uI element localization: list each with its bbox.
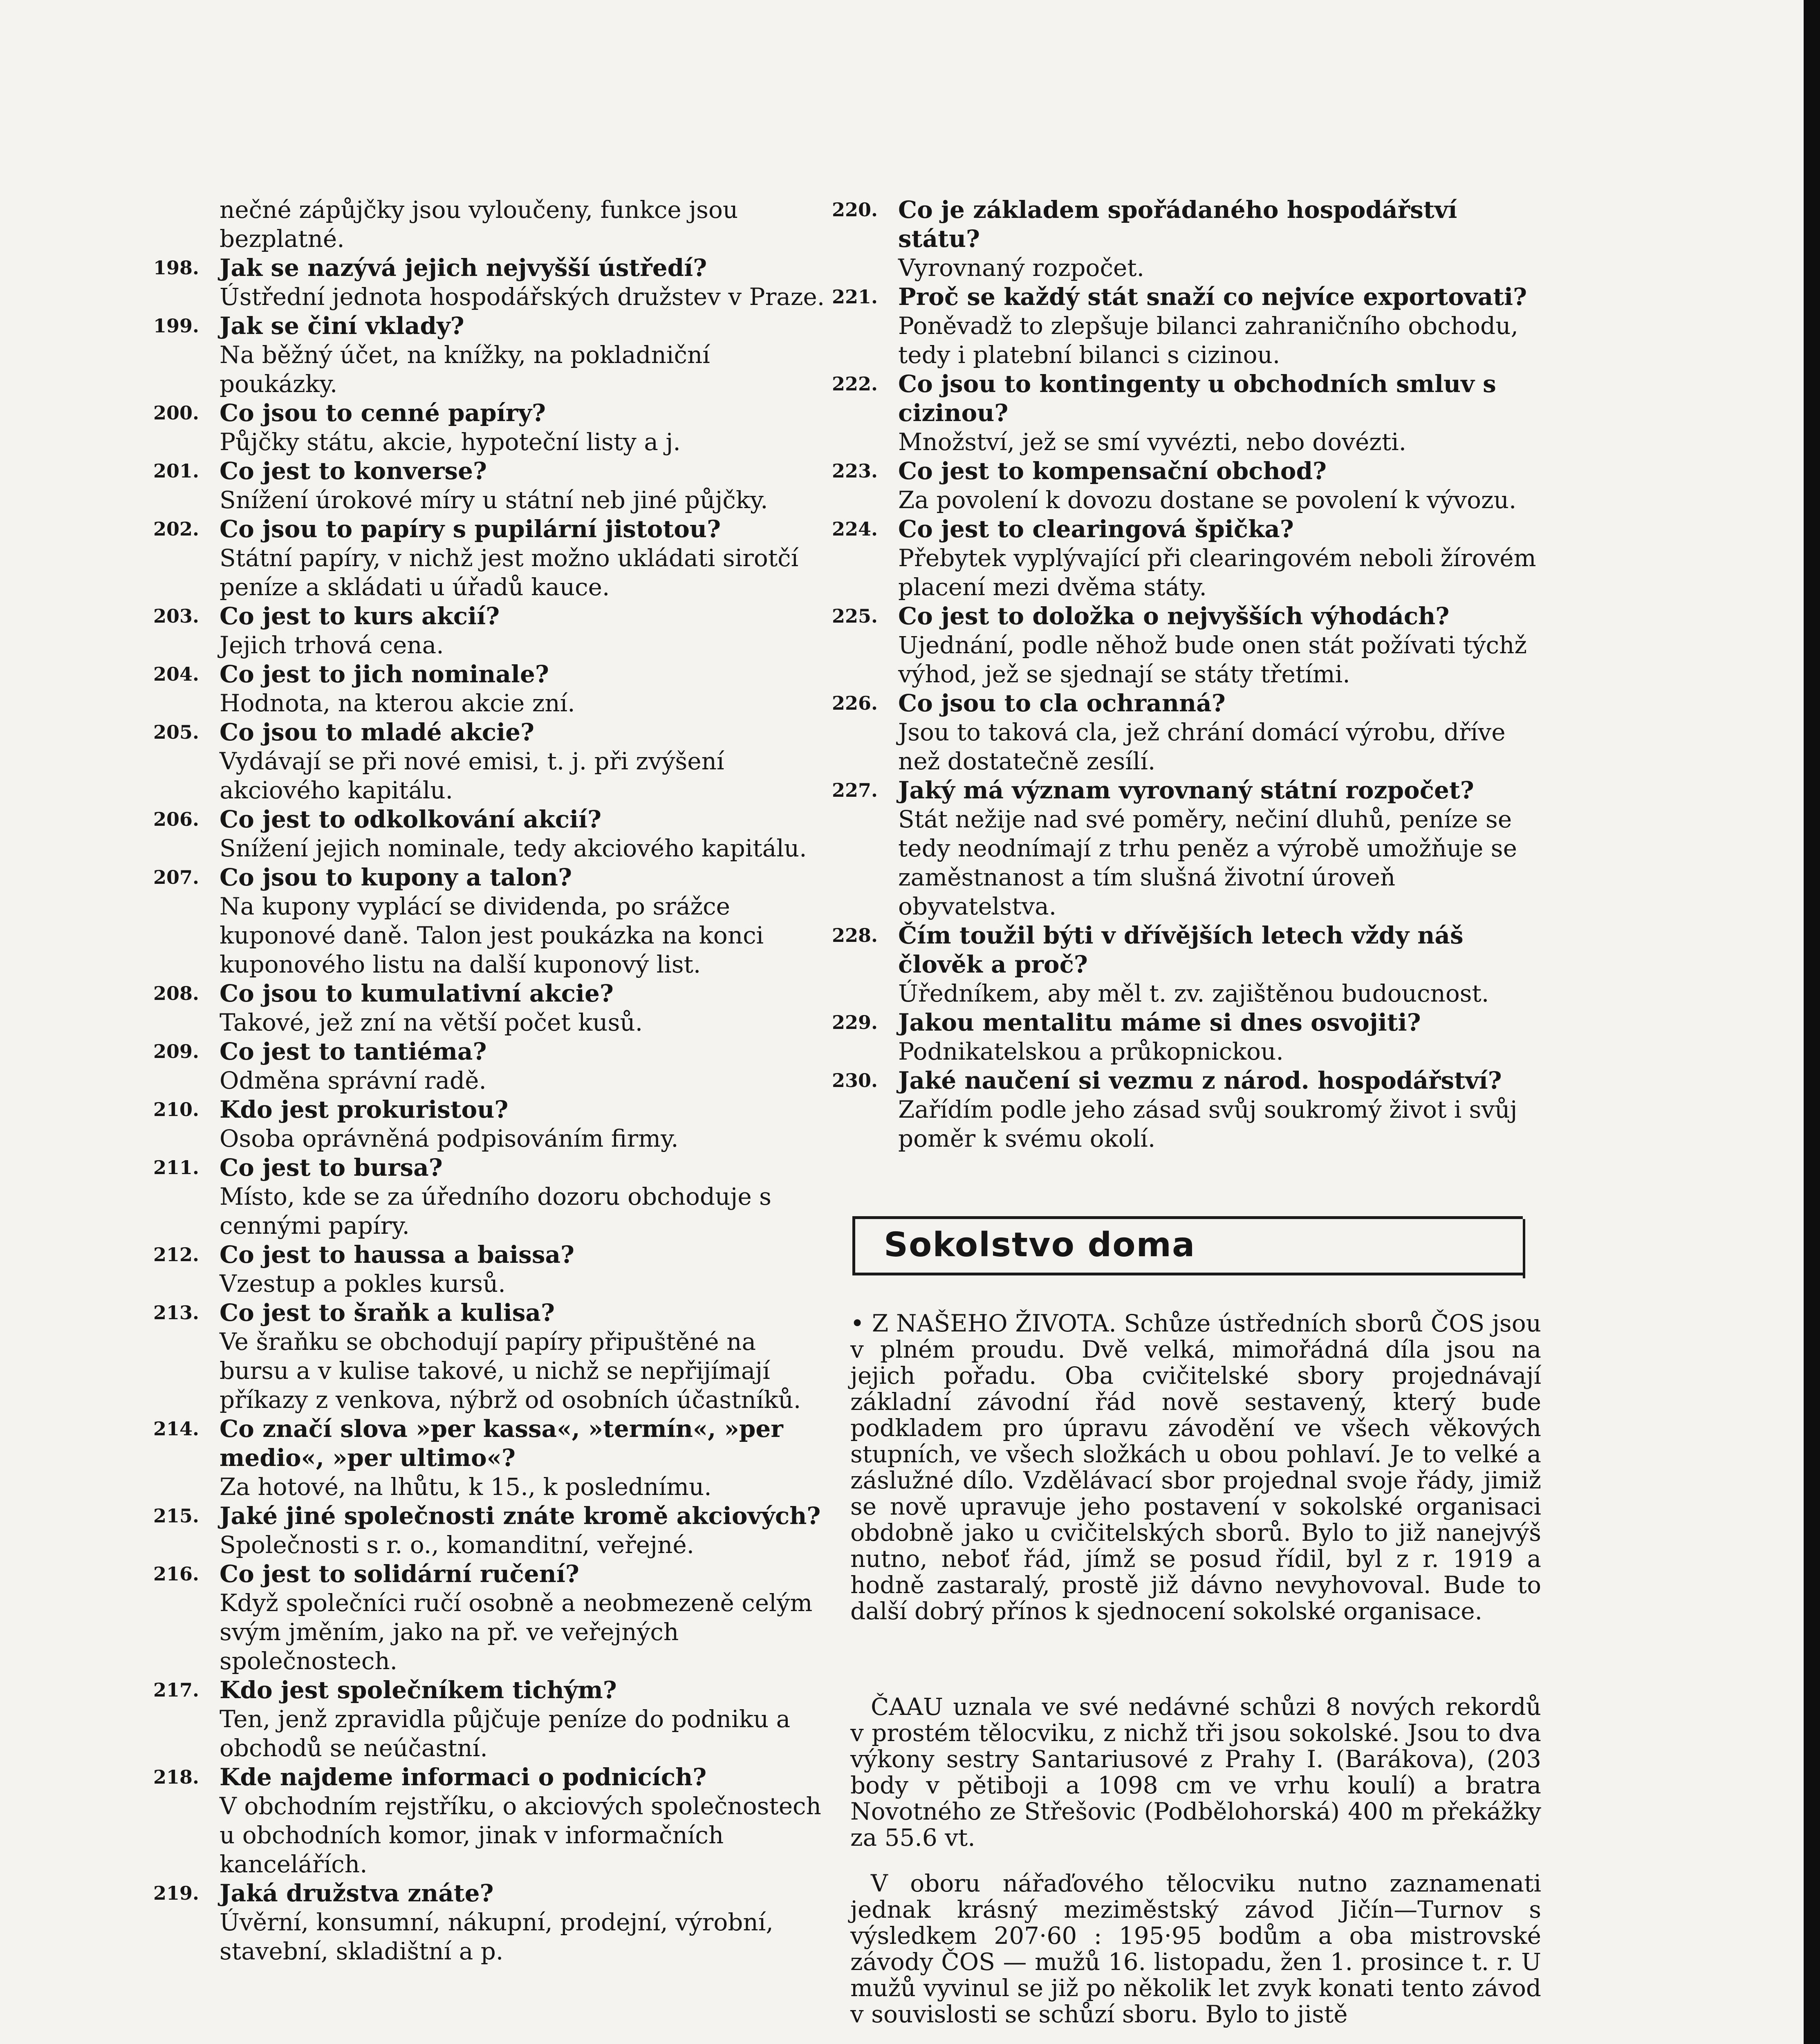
answer: Hodnota, na kterou akcie zní. bbox=[220, 689, 575, 717]
qa-entry bbox=[153, 1763, 826, 1879]
left-column bbox=[153, 195, 826, 1966]
answer: V obchodním rejstříku, o akciových společnostech u obchodních komor, jinak v informačních kancelářích. bbox=[220, 1792, 821, 1878]
question: Co jsou to cenné papíry? bbox=[220, 399, 546, 427]
answer: Vydávají se při nové emisi, t. j. při zvýšení akciového kapitálu. bbox=[220, 747, 724, 804]
entry-number: 211. bbox=[153, 1156, 199, 1179]
answer: Stát nežije nad své poměry, nečiní dluhů, peníze se tedy neodnímají z trhu peněz a výrobě umožňuje se zaměstnanost a tím slušná životní úroveň obyvatelstva. bbox=[898, 805, 1517, 920]
answer: Odměna správní radě. bbox=[220, 1067, 486, 1094]
qa-entry bbox=[832, 282, 1541, 370]
qa-entry bbox=[153, 457, 826, 515]
answer: Snížení úrokové míry u státní neb jiné půjčky. bbox=[220, 486, 768, 514]
answer: Ve šraňku se obchodují papíry připuštěné na bursu a v kulise takové, u nichž se nepřijímají příkazy z venkova, nýbrž od osobních účastníků. bbox=[220, 1328, 801, 1414]
question: Kde najdeme informaci o podnicích? bbox=[220, 1763, 707, 1791]
entry-number: 200. bbox=[153, 402, 199, 424]
answer: Vyrovnaný rozpočet. bbox=[898, 254, 1145, 282]
question: Kdo jest prokuristou? bbox=[220, 1096, 509, 1123]
qa-entry bbox=[832, 776, 1541, 921]
entry-number: 201. bbox=[153, 460, 199, 482]
qa-entry bbox=[153, 1502, 826, 1560]
paragraph-3: V oboru nářaďového tělocviku nutno zaznamenati jednak krásný meziměstský závod Jičín—Turnov s výsledkem 207·60 : 195·95 bodům a oba mistrovské závody ČOS — mužů 16. listopadu, žen 1. prosince t. r. U mužů vyvinul se již po několik let zvyk konati tento závod v souvislosti se schůzí sboru. Bylo to jistě bbox=[850, 1869, 1541, 2028]
entry-number: 210. bbox=[153, 1098, 199, 1121]
entry-number: 213. bbox=[153, 1302, 199, 1324]
answer: Půjčky státu, akcie, hypoteční listy a j. bbox=[220, 428, 681, 456]
entry-number: 204. bbox=[153, 663, 199, 685]
answer: Když společníci ručí osobně a neobmezeně celým svým jměním, jako na př. ve veřejných společnostech. bbox=[220, 1589, 813, 1675]
answer: Osoba oprávněná podpisováním firmy. bbox=[220, 1125, 679, 1152]
qa-entry bbox=[153, 1676, 826, 1763]
entry-number: 212. bbox=[153, 1244, 199, 1266]
question: Čím toužil býti v dřívějších letech vždy náš člověk a proč? bbox=[898, 921, 1464, 978]
answer: Společnosti s r. o., komanditní, veřejné. bbox=[220, 1531, 695, 1559]
qa-entry bbox=[832, 689, 1541, 776]
question: Co jest to haussa a baissa? bbox=[220, 1241, 575, 1269]
entry-number: 199. bbox=[153, 315, 199, 337]
qa-entry bbox=[153, 1153, 826, 1240]
answer: Přebytek vyplývající při clearingovém neboli žírovém placení mezi dvěma státy. bbox=[898, 544, 1536, 601]
qa-entry bbox=[832, 1008, 1541, 1066]
question: Co jsou to kontingenty u obchodních smluv s cizinou? bbox=[898, 370, 1496, 427]
question: Proč se každý stát snaží co nejvíce exportovati? bbox=[898, 283, 1527, 311]
entry-number: 203. bbox=[153, 605, 199, 627]
entry-number: 215. bbox=[153, 1505, 199, 1527]
entry-number: 202. bbox=[153, 518, 199, 540]
question: Jakou mentalitu máme si dnes osvojiti? bbox=[898, 1009, 1421, 1036]
qa-entry bbox=[832, 195, 1541, 282]
qa-entry bbox=[153, 602, 826, 660]
qa-entry bbox=[832, 1066, 1541, 1153]
qa-entry bbox=[832, 921, 1541, 1008]
scan-edge-right bbox=[1804, 0, 1820, 2044]
entry-number: 198. bbox=[153, 257, 199, 279]
question: Co jsou to papíry s pupilární jistotou? bbox=[220, 515, 721, 543]
question: Co jest to šraňk a kulisa? bbox=[220, 1299, 555, 1327]
qa-entry bbox=[153, 312, 826, 399]
question: Co jsou to kumulativní akcie? bbox=[220, 979, 614, 1007]
qa-entry bbox=[153, 718, 826, 805]
qa-entry bbox=[153, 1095, 826, 1153]
question: Kdo jest společníkem tichým? bbox=[220, 1676, 617, 1704]
question: Jak se nazývá jejich nejvyšší ústředí? bbox=[220, 254, 707, 282]
paragraph-1: • Z NAŠEHO ŽIVOTA. Schůze ústředních sborů ČOS jsou v plném proudu. Dvě velká, mimořádná díla jsou na jejich pořadu. Oba cvičitelské sbory projednávají základní závodní řád nově sestavený, který bude podkladem pro úpravu závodění ve všech věkových stupních, ve všech složkách u obou pohlaví. Je to velké a záslužné dílo. Vzdělávací sbor projednal svoje řády, jimiž se nově upravuje jeho postavení v sokolské organisaci obdobně jako u cvičitelských sborů. Bylo to již nanejvýš nutno, neboť řád, jímž se posud řídil, byl z r. 1919 a hodně zastaralý, prostě již dávno nevyhovoval. Bude to další dobrý přínos k sjednocení sokolské organisace. bbox=[850, 1309, 1541, 1625]
question: Co jest to odkolkování akcií? bbox=[220, 805, 602, 833]
answer: Vzestup a pokles kursů. bbox=[220, 1270, 506, 1298]
section-heading-box bbox=[852, 1216, 1523, 1275]
answer: Na kupony vyplácí se dividenda, po srážce kuponové daně. Talon jest poukázka na konci kuponového listu na další kuponový list. bbox=[220, 892, 764, 978]
question: Jaké jiné společnosti znáte kromě akciových? bbox=[220, 1502, 821, 1530]
question: Co jest to clearingová špička? bbox=[898, 515, 1294, 543]
question: Co jest to kompensační obchod? bbox=[898, 457, 1327, 485]
qa-entry bbox=[153, 979, 826, 1037]
entry-number: 222. bbox=[832, 373, 878, 395]
answer: Státní papíry, v nichž jest možno ukládati sirotčí peníze a skládati u úřadů kauce. bbox=[220, 544, 799, 601]
answer: Poněvadž to zlepšuje bilanci zahraničního obchodu, tedy i platební bilanci s cizinou. bbox=[898, 312, 1518, 369]
entry-number: 205. bbox=[153, 721, 199, 743]
qa-entry bbox=[153, 1298, 826, 1414]
qa-entry bbox=[153, 1037, 826, 1095]
answer: Jejich trhová cena. bbox=[220, 631, 444, 659]
question: Co jest to konverse? bbox=[220, 457, 487, 485]
question: Jaký má význam vyrovnaný státní rozpočet? bbox=[898, 776, 1474, 804]
question: Co značí slova »per kassa«, »termín«, »per medio«, »per ultimo«? bbox=[220, 1415, 783, 1472]
question: Co jest to doložka o nejvyšších výhodách? bbox=[898, 602, 1450, 630]
question: Co jest to solidární ručení? bbox=[220, 1560, 579, 1588]
entry-number: 209. bbox=[153, 1040, 199, 1062]
qa-entry bbox=[832, 602, 1541, 689]
question: Jaká družstva znáte? bbox=[220, 1879, 494, 1907]
qa-entry bbox=[832, 370, 1541, 457]
answer: Jsou to taková cla, jež chrání domácí výrobu, dříve než dostatečně zesílí. bbox=[898, 718, 1506, 775]
entry-number: 214. bbox=[153, 1418, 199, 1440]
qa-entry bbox=[832, 515, 1541, 602]
question: Jaké naučení si vezmu z národ. hospodářství? bbox=[898, 1067, 1502, 1094]
answer: Místo, kde se za úředního dozoru obchoduje s cennými papíry. bbox=[220, 1183, 771, 1239]
answer: Úředníkem, aby měl t. zv. zajištěnou budoucnost. bbox=[898, 979, 1489, 1007]
entry-number: 217. bbox=[153, 1679, 199, 1701]
answer: Za hotové, na lhůtu, k 15., k poslednímu. bbox=[220, 1473, 712, 1501]
entry-number: 220. bbox=[832, 199, 878, 221]
answer: Ujednání, podle něhož bude onen stát požívati týchž výhod, jež se sjednají se státy třetími. bbox=[898, 631, 1527, 688]
answer: Ústřední jednota hospodářských družstev v Praze. bbox=[220, 283, 825, 311]
entry-number: 223. bbox=[832, 460, 878, 482]
qa-entry bbox=[153, 1240, 826, 1298]
entry-number: 207. bbox=[153, 866, 199, 888]
answer: Za povolení k dovozu dostane se povolení k vývozu. bbox=[898, 486, 1517, 514]
entry-number: 226. bbox=[832, 692, 878, 714]
right-column bbox=[832, 195, 1541, 1153]
entry-number: 228. bbox=[832, 924, 878, 946]
qa-entry bbox=[153, 805, 826, 863]
qa-entry bbox=[153, 399, 826, 457]
section-heading: Sokolstvo doma bbox=[884, 1226, 1196, 1264]
question: Co jest to bursa? bbox=[220, 1154, 443, 1181]
entry-number: 224. bbox=[832, 518, 878, 540]
answer: Úvěrní, konsumní, nákupní, prodejní, výrobní, stavební, skladištní a p. bbox=[220, 1908, 773, 1965]
entry-number: 227. bbox=[832, 779, 878, 801]
answer: Takové, jež zní na větší počet kusů. bbox=[220, 1009, 643, 1036]
continued-text: nečné zápůjčky jsou vyloučeny, funkce jsou bezplatné. bbox=[220, 196, 738, 253]
entry-number: 230. bbox=[832, 1069, 878, 1091]
entry-number: 225. bbox=[832, 605, 878, 627]
question: Jak se činí vklady? bbox=[220, 312, 464, 340]
answer: Snížení jejich nominale, tedy akciového kapitálu. bbox=[220, 834, 807, 862]
question: Co je základem spořádaného hospodářství státu? bbox=[898, 196, 1457, 253]
qa-entry bbox=[832, 457, 1541, 515]
question: Co jest to kurs akcií? bbox=[220, 602, 500, 630]
entry-number: 206. bbox=[153, 808, 199, 830]
qa-entry bbox=[153, 1879, 826, 1966]
answer: Podnikatelskou a průkopnickou. bbox=[898, 1038, 1284, 1065]
entry-number: 219. bbox=[153, 1882, 199, 1904]
answer: Na běžný účet, na knížky, na pokladniční poukázky. bbox=[220, 341, 710, 398]
qa-entry bbox=[153, 1414, 826, 1502]
answer: Zařídím podle jeho zásad svůj soukromý život i svůj poměr k svému okolí. bbox=[898, 1096, 1517, 1152]
heading-bar bbox=[1523, 1219, 1525, 1278]
paragraph-2: ČAAU uznala ve své nedávné schůzi 8 nových rekordů v prostém tělocviku, z nichž tři jsou sokolské. Jsou to dva výkony sestry Santariusové z Prahy I. (Barákova), (203 body v pětiboji a 1098 cm ve vrhu koulí) a bratra Novotného ze Střešovic (Podbělohorská) 400 m překážky za 55.6 vt. bbox=[850, 1693, 1541, 1851]
entry-number: 221. bbox=[832, 286, 878, 308]
question: Co jsou to kupony a talon? bbox=[220, 863, 572, 891]
answer: Množství, jež se smí vyvézti, nebo dovézti. bbox=[898, 428, 1407, 456]
qa-entry bbox=[153, 863, 826, 979]
qa-entry bbox=[153, 253, 826, 312]
answer: Ten, jenž zpravidla půjčuje peníze do podniku a obchodů se neúčastní. bbox=[220, 1705, 791, 1762]
question: Co jsou to mladé akcie? bbox=[220, 718, 535, 746]
entry-number: 229. bbox=[832, 1011, 878, 1033]
entry-number: 216. bbox=[153, 1563, 199, 1585]
question: Co jsou to cla ochranná? bbox=[898, 689, 1226, 717]
entry-number: 218. bbox=[153, 1766, 199, 1788]
question: Co jest to jich nominale? bbox=[220, 660, 549, 688]
qa-entry bbox=[153, 515, 826, 602]
entry-number: 208. bbox=[153, 982, 199, 1004]
question: Co jest to tantiéma? bbox=[220, 1038, 487, 1065]
qa-entry bbox=[153, 1560, 826, 1676]
qa-entry bbox=[153, 660, 826, 718]
